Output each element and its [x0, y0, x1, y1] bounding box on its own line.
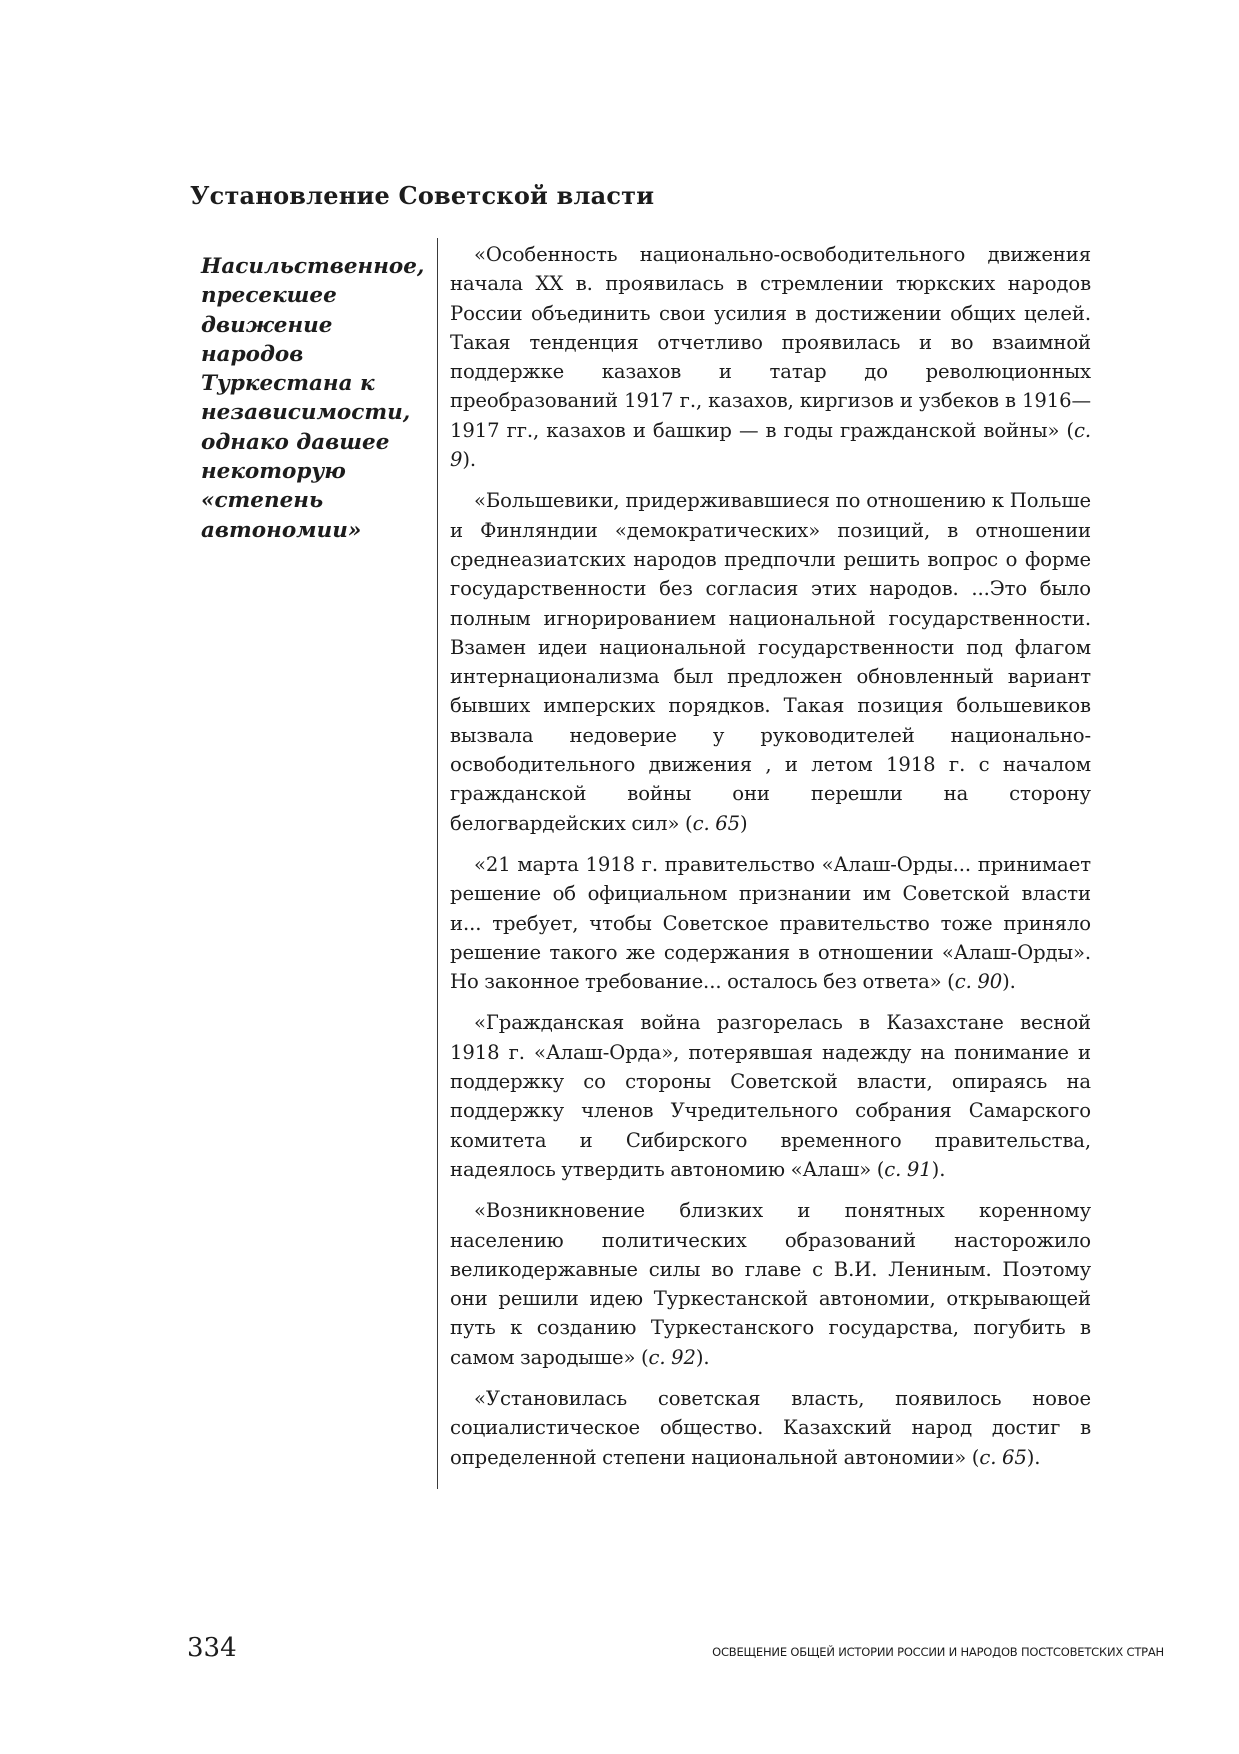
quote-closing: ).	[1026, 1445, 1041, 1469]
page-reference: с. 90	[954, 970, 1003, 994]
page-number: 334	[187, 1633, 237, 1663]
quote-closing: ).	[462, 448, 477, 472]
quote-paragraph	[450, 1384, 1091, 1472]
quote-text: «Установилась советская власть, появилось новое социалистическое общество. Казахский народ достиг в определенной степени национальной автономии» (	[450, 1386, 1091, 1469]
page-reference: с. 91	[884, 1157, 932, 1181]
page-reference: с. 65	[979, 1445, 1027, 1469]
quote-closing: )	[739, 811, 748, 835]
quote-closing: ).	[695, 1345, 710, 1369]
quote-paragraph	[450, 1196, 1091, 1372]
quote-text: «Гражданская война разгорелась в Казахстане весной 1918 г. «Алаш-Орда», потерявшая надежду на понимание и поддержку со стороны Советской власти, опираясь на поддержку членов Учредительного собрания Самарского комитета и Сибирского временного правительства, надеялось утвердить автономию «Алаш» (	[450, 1011, 1091, 1181]
quote-paragraph	[450, 850, 1091, 996]
column-divider	[437, 238, 438, 1489]
page-reference: с. 92	[648, 1345, 696, 1369]
page-reference: с. 65	[692, 811, 740, 835]
running-title: ОСВЕЩЕНИЕ ОБЩЕЙ ИСТОРИИ РОССИИ И НАРОДОВ ПОСТСОВЕТСКИХ СТРАН	[712, 1645, 1164, 1659]
quote-closing: ).	[931, 1157, 946, 1181]
section-title: Установление Советской власти	[190, 181, 655, 210]
quote-text: «Особенность национально-освободительного движения начала ХХ в. проявилась в стремлении тюркских народов России объединить свои усилия в достижении общих целей. Такая тенденция отчетливо проявилась и во взаимной поддержке казахов и татар до революционных преобразований 1917 г., казахов, киргизов и узбеков в 1916—1917 гг., казахов и башкир — в годы гражданской войны» (	[450, 243, 1091, 442]
quote-text: «Возникновение близких и понятных коренному населению политических образований насторожило великодержавные силы во главе с В.И. Лениным. Поэтому они решили идею Туркестанской автономии, открывающей путь к созданию Туркестанского государства, погубить в самом зародыше» (	[450, 1199, 1091, 1369]
quote-text: «21 марта 1918 г. правительство «Алаш-Орды... принимает решение об официальном признании им Советской власти и... требует, чтобы Советское правительство тоже приняло решение такого же содержания в отношении «Алаш-Орды». Но законное требование... осталось без ответа» (	[450, 852, 1091, 994]
sidebar-note: Насильственное, пресекшее движение народов Туркестана к независимости, однако давшее некоторую «степень автономии»	[201, 254, 425, 543]
quote-closing: ).	[1002, 970, 1016, 994]
quote-paragraph	[450, 486, 1091, 838]
quote-paragraph	[450, 240, 1091, 474]
quote-paragraph	[450, 1008, 1091, 1184]
page-reference: с. 9	[450, 418, 1091, 472]
quote-text: «Большевики, придерживавшиеся по отношению к Польше и Финляндии «демократических» позиций, в отношении среднеазиатских народов предпочли решить вопрос о форме государственности без согласия этих народов. ...Это было полным игнорированием национальной государственности. Взамен идеи национальной государственности под флагом интернационализма был предложен обновленный вариант бывших имперских порядков. Такая позиция большевиков вызвала недоверие у руководителей национально-освободительного движения , и летом 1918 г. с началом гражданской войны они перешли на сторону белогвардейских сил» (	[450, 489, 1091, 835]
quotes-column	[450, 240, 1091, 1484]
